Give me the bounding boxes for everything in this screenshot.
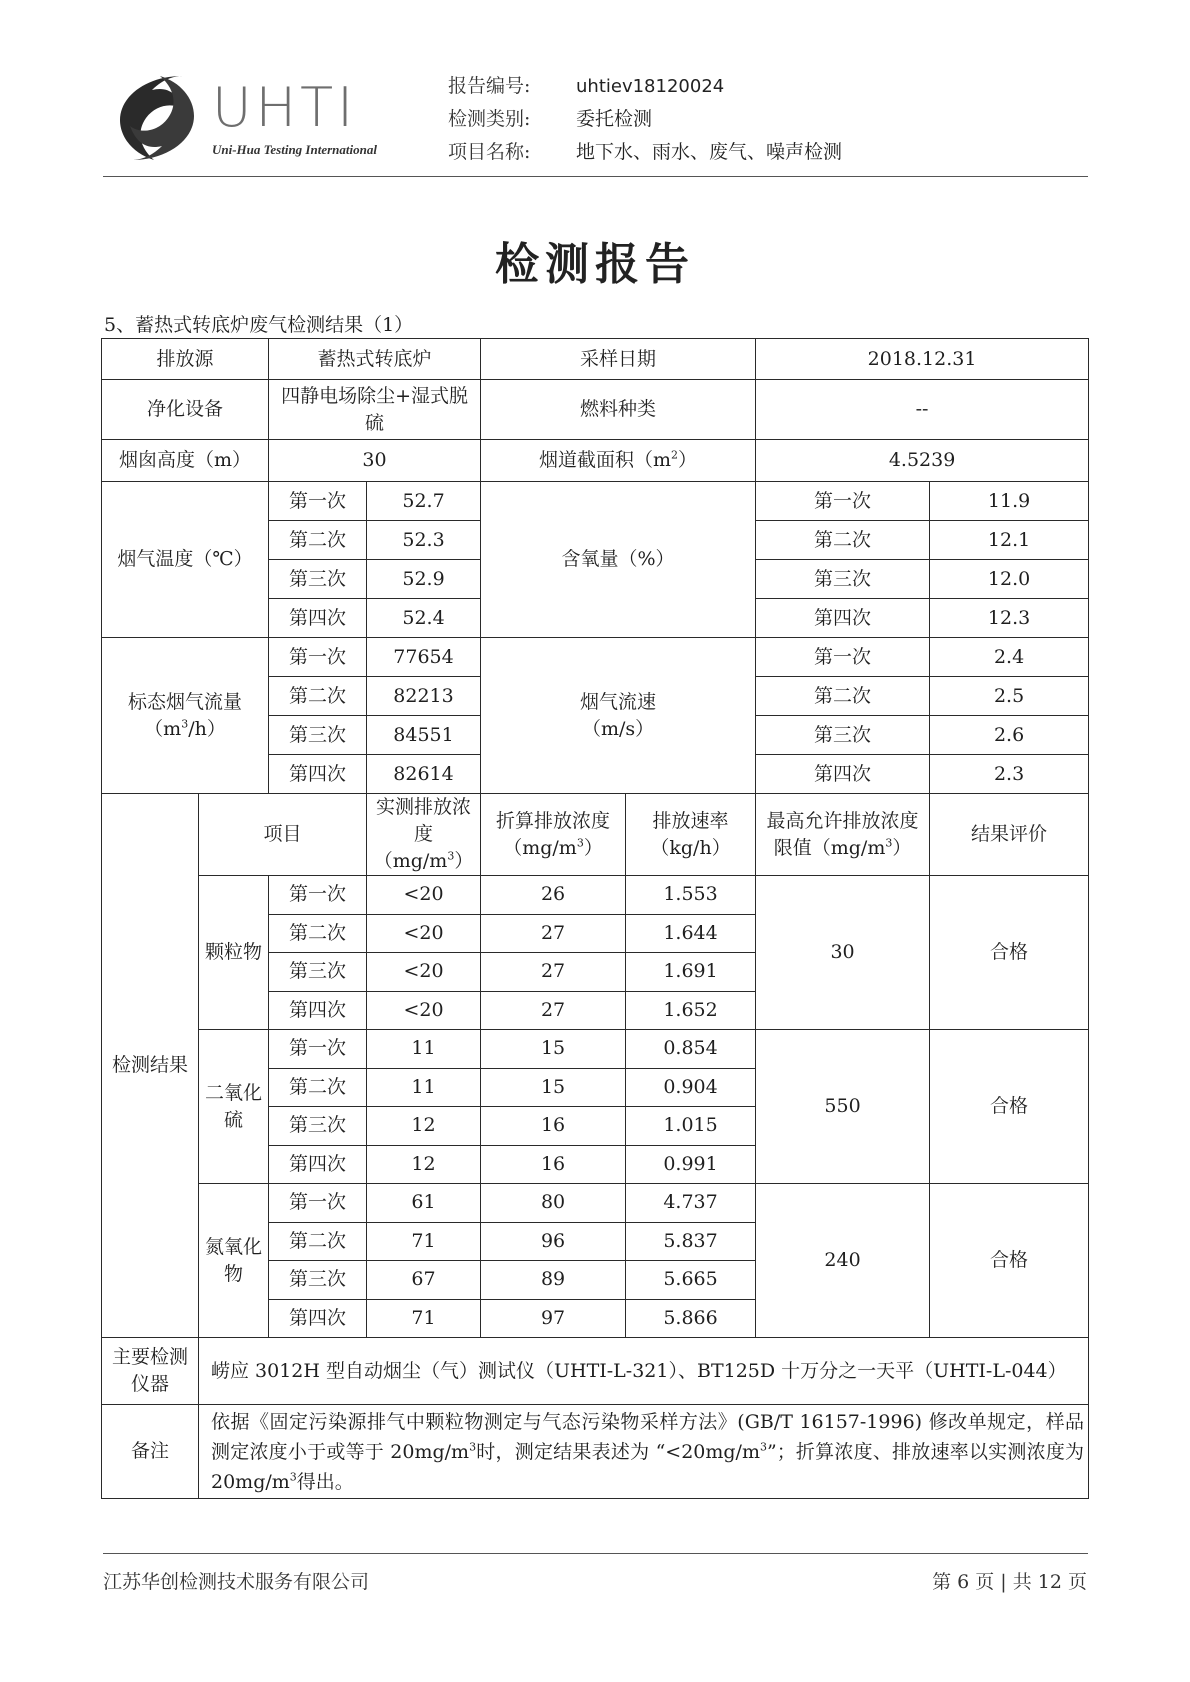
chimney-label: 烟囱高度（m） bbox=[102, 440, 269, 482]
rate-value: 1.691 bbox=[626, 953, 756, 992]
company-logo bbox=[112, 66, 402, 176]
flow-label-text: 标态烟气流量 bbox=[128, 690, 243, 713]
temp-value: 52.3 bbox=[367, 521, 481, 560]
uhti-emblem-icon bbox=[112, 68, 202, 168]
remark-part-b: 时，测定结果表述为 “<20mg/m bbox=[476, 1440, 760, 1463]
flow-unit-post: /h） bbox=[188, 717, 226, 740]
pollutant-run: 第一次 bbox=[269, 876, 367, 915]
rate-value: 1.652 bbox=[626, 991, 756, 1030]
converted-value: 26 bbox=[481, 876, 626, 915]
oxygen-value: 12.1 bbox=[930, 521, 1089, 560]
temp-value: 52.9 bbox=[367, 560, 481, 599]
measured-value: 11 bbox=[367, 1068, 481, 1107]
report-no-label: 报告编号: bbox=[448, 75, 531, 97]
temp-value: 52.7 bbox=[367, 482, 481, 521]
converted-value: 16 bbox=[481, 1145, 626, 1184]
remark-sup-2: 3 bbox=[759, 1440, 767, 1454]
sample-date-label: 采样日期 bbox=[481, 339, 756, 380]
rate-value: 1.553 bbox=[626, 876, 756, 915]
velocity-run: 第三次 bbox=[756, 716, 930, 755]
source-value: 蓄热式转底炉 bbox=[269, 339, 481, 380]
measured-header-sup: 3 bbox=[447, 849, 455, 863]
fuel-label: 燃料种类 bbox=[481, 380, 756, 440]
converted-value: 15 bbox=[481, 1068, 626, 1107]
measured-value: 67 bbox=[367, 1261, 481, 1300]
oxygen-value: 12.0 bbox=[930, 560, 1089, 599]
converted-header-close: ） bbox=[583, 836, 603, 859]
eval-header: 结果评价 bbox=[930, 794, 1089, 876]
rate-value: 0.854 bbox=[626, 1030, 756, 1069]
flue-area-label bbox=[481, 440, 756, 482]
velocity-label-text: 烟气流速 bbox=[580, 690, 657, 713]
section-title: 5、蓄热式转底炉废气检测结果（1） bbox=[104, 314, 414, 336]
chimney-value: 30 bbox=[269, 440, 481, 482]
temp-run: 第三次 bbox=[269, 560, 367, 599]
pollutant-run: 第三次 bbox=[269, 1261, 367, 1300]
velocity-value: 2.5 bbox=[930, 677, 1089, 716]
oxygen-value: 11.9 bbox=[930, 482, 1089, 521]
measured-header bbox=[367, 794, 481, 876]
rate-value: 5.837 bbox=[626, 1222, 756, 1261]
converted-value: 27 bbox=[481, 914, 626, 953]
limit-value: 30 bbox=[756, 876, 930, 1030]
converted-value: 96 bbox=[481, 1222, 626, 1261]
purify-value: 四静电场除尘+湿式脱硫 bbox=[269, 380, 481, 440]
rate-value: 0.991 bbox=[626, 1145, 756, 1184]
emission-results-table bbox=[101, 338, 1089, 1499]
remark-part-c: ”；折算浓度、排放速率以实测浓度为 20mg/m bbox=[211, 1440, 1085, 1493]
document-title: 检测报告 bbox=[495, 239, 695, 290]
footer-company: 江苏华创检测技术服务有限公司 bbox=[103, 1571, 370, 1593]
oxygen-label: 含氧量（%） bbox=[481, 482, 756, 638]
pollutant-name: 氮氧化物 bbox=[199, 1184, 269, 1338]
measured-value: <20 bbox=[367, 953, 481, 992]
rate-value: 0.904 bbox=[626, 1068, 756, 1107]
rate-value: 1.644 bbox=[626, 914, 756, 953]
purify-label: 净化设备 bbox=[102, 380, 269, 440]
flue-area-label-sup: 2 bbox=[671, 448, 679, 462]
pollutant-run: 第一次 bbox=[269, 1184, 367, 1223]
source-label: 排放源 bbox=[102, 339, 269, 380]
flow-value: 82614 bbox=[367, 755, 481, 794]
header-divider bbox=[103, 176, 1088, 177]
remark-label: 备注 bbox=[102, 1405, 199, 1499]
converted-header bbox=[481, 794, 626, 876]
converted-header-sup: 3 bbox=[576, 836, 584, 850]
flow-run: 第四次 bbox=[269, 755, 367, 794]
rate-value: 4.737 bbox=[626, 1184, 756, 1223]
pollutant-run: 第二次 bbox=[269, 1068, 367, 1107]
converted-value: 27 bbox=[481, 991, 626, 1030]
measured-value: <20 bbox=[367, 991, 481, 1030]
results-section-label: 检测结果 bbox=[102, 794, 199, 1338]
temp-run: 第一次 bbox=[269, 482, 367, 521]
temp-label: 烟气温度（℃） bbox=[102, 482, 269, 638]
measured-value: <20 bbox=[367, 914, 481, 953]
pollutant-run: 第四次 bbox=[269, 1299, 367, 1338]
flow-unit-pre: （m bbox=[144, 717, 182, 740]
velocity-run: 第一次 bbox=[756, 638, 930, 677]
report-meta bbox=[448, 70, 842, 169]
eval-value: 合格 bbox=[930, 1184, 1089, 1338]
converted-value: 16 bbox=[481, 1107, 626, 1146]
limit-header-close: ） bbox=[892, 836, 912, 859]
flue-area-label-text: 烟道截面积（m bbox=[539, 449, 672, 471]
logo-tagline: Uni-Hua Testing International bbox=[212, 142, 377, 157]
converted-value: 97 bbox=[481, 1299, 626, 1338]
pollutant-run: 第四次 bbox=[269, 991, 367, 1030]
measured-header-close: ） bbox=[454, 850, 474, 872]
limit-value: 550 bbox=[756, 1030, 930, 1184]
oxygen-run: 第三次 bbox=[756, 560, 930, 599]
velocity-unit: （m/s） bbox=[581, 717, 655, 740]
rate-value: 5.866 bbox=[626, 1299, 756, 1338]
measured-header-text: 实测排放浓度（mg/m bbox=[373, 796, 472, 872]
converted-value: 80 bbox=[481, 1184, 626, 1223]
velocity-run: 第四次 bbox=[756, 755, 930, 794]
flow-run: 第三次 bbox=[269, 716, 367, 755]
velocity-run: 第二次 bbox=[756, 677, 930, 716]
project-name: 地下水、雨水、废气、噪声检测 bbox=[576, 141, 843, 163]
rate-value: 1.015 bbox=[626, 1107, 756, 1146]
instrument-label: 主要检测仪器 bbox=[102, 1338, 199, 1405]
converted-header-text: 折算排放浓度（mg/m bbox=[496, 809, 611, 859]
pollutant-run: 第二次 bbox=[269, 1222, 367, 1261]
temp-run: 第二次 bbox=[269, 521, 367, 560]
eval-value: 合格 bbox=[930, 876, 1089, 1030]
test-type: 委托检测 bbox=[576, 108, 653, 130]
flow-run: 第一次 bbox=[269, 638, 367, 677]
flow-value: 82213 bbox=[367, 677, 481, 716]
rate-header: 排放速率（kg/h） bbox=[626, 794, 756, 876]
temp-run: 第四次 bbox=[269, 599, 367, 638]
measured-value: 11 bbox=[367, 1030, 481, 1069]
flue-area-label-close: ） bbox=[678, 449, 698, 471]
pollutant-run: 第三次 bbox=[269, 953, 367, 992]
rate-value: 5.665 bbox=[626, 1261, 756, 1300]
pollutant-run: 第四次 bbox=[269, 1145, 367, 1184]
velocity-label bbox=[481, 638, 756, 794]
flow-run: 第二次 bbox=[269, 677, 367, 716]
remark-part-d: 得出。 bbox=[296, 1470, 354, 1493]
measured-value: 71 bbox=[367, 1222, 481, 1261]
item-header: 项目 bbox=[199, 794, 367, 876]
pollutant-run: 第一次 bbox=[269, 1030, 367, 1069]
report-no: uhtiev18120024 bbox=[576, 76, 725, 97]
converted-value: 89 bbox=[481, 1261, 626, 1300]
remark-part-a: 依据《固定污染源排气中颗粒物测定与气态污染物采样方法》(GB/T 16157-1996) 修改单规定，样品测定浓度小于或等于 20mg/m bbox=[211, 1410, 1085, 1463]
velocity-value: 2.6 bbox=[930, 716, 1089, 755]
footer-divider bbox=[103, 1553, 1088, 1554]
measured-value: 12 bbox=[367, 1145, 481, 1184]
measured-value: 12 bbox=[367, 1107, 481, 1146]
pollutant-run: 第二次 bbox=[269, 914, 367, 953]
velocity-value: 2.4 bbox=[930, 638, 1089, 677]
instrument-value: 崂应 3012H 型自动烟尘（气）测试仪（UHTI-L-321）、BT125D 十万分之一天平（UHTI-L-044） bbox=[199, 1338, 1089, 1405]
flow-value: 77654 bbox=[367, 638, 481, 677]
limit-header-sup: 3 bbox=[885, 836, 893, 850]
eval-value: 合格 bbox=[930, 1030, 1089, 1184]
measured-value: 71 bbox=[367, 1299, 481, 1338]
oxygen-value: 12.3 bbox=[930, 599, 1089, 638]
measured-value: <20 bbox=[367, 876, 481, 915]
oxygen-run: 第二次 bbox=[756, 521, 930, 560]
remark-sup-3: 3 bbox=[289, 1470, 297, 1484]
pollutant-run: 第三次 bbox=[269, 1107, 367, 1146]
velocity-value: 2.3 bbox=[930, 755, 1089, 794]
limit-header bbox=[756, 794, 930, 876]
flue-area-value: 4.5239 bbox=[756, 440, 1089, 482]
pollutant-name: 二氧化硫 bbox=[199, 1030, 269, 1184]
footer-page: 第 6 页 | 共 12 页 bbox=[932, 1571, 1087, 1593]
test-type-label: 检测类别: bbox=[448, 108, 531, 130]
measured-value: 61 bbox=[367, 1184, 481, 1223]
oxygen-run: 第一次 bbox=[756, 482, 930, 521]
pollutant-name: 颗粒物 bbox=[199, 876, 269, 1030]
temp-value: 52.4 bbox=[367, 599, 481, 638]
sample-date-value: 2018.12.31 bbox=[756, 339, 1089, 380]
converted-value: 27 bbox=[481, 953, 626, 992]
flow-value: 84551 bbox=[367, 716, 481, 755]
flow-unit-sup: 3 bbox=[181, 717, 189, 731]
project-label: 项目名称: bbox=[448, 141, 531, 163]
remark-sup-1: 3 bbox=[469, 1440, 477, 1454]
limit-header-text: 最高允许排放浓度限值（mg/m bbox=[766, 809, 919, 859]
limit-value: 240 bbox=[756, 1184, 930, 1338]
logo-wordmark: UHTI bbox=[212, 76, 358, 139]
flow-label bbox=[102, 638, 269, 794]
remark-value bbox=[199, 1405, 1089, 1499]
oxygen-run: 第四次 bbox=[756, 599, 930, 638]
converted-value: 15 bbox=[481, 1030, 626, 1069]
fuel-value: -- bbox=[756, 380, 1089, 440]
